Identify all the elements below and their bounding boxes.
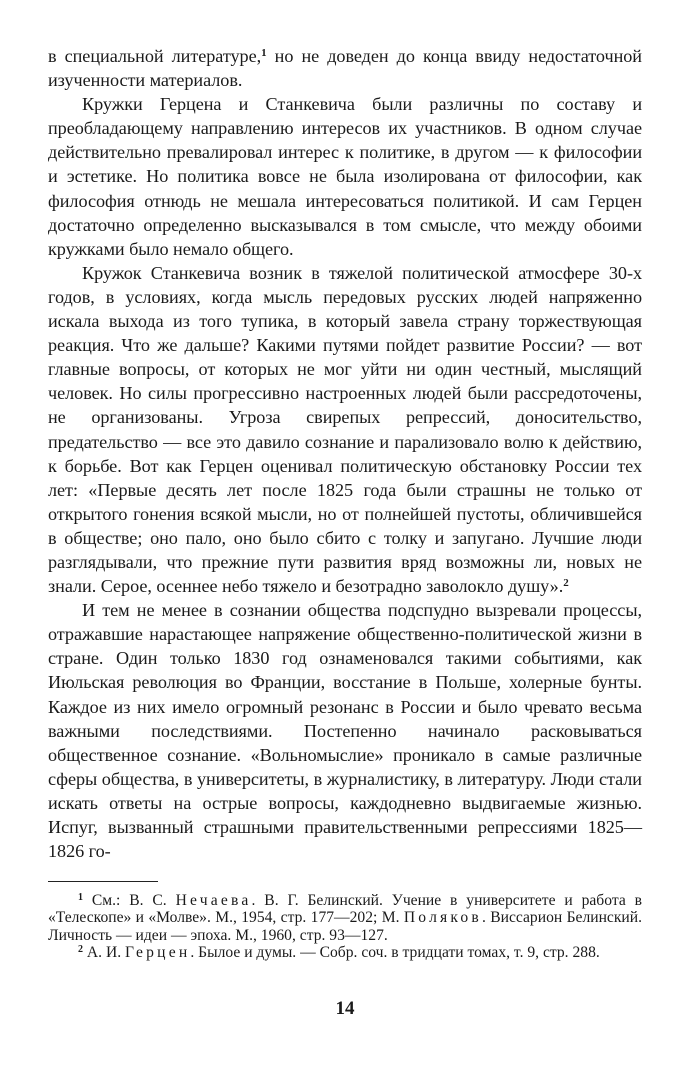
spaced-author-name: Нечаева [175, 892, 252, 910]
footnote-marker: 2 [563, 577, 569, 590]
main-text [48, 44, 642, 863]
footnote-divider [48, 881, 158, 882]
text-run: в специальной литературе, [48, 46, 262, 66]
text-run: См.: В. С. [83, 892, 176, 910]
page-body [48, 44, 642, 961]
text-run: Кружок Станкевича возник в тяжелой политической атмосфере 30-х годов, в условиях, когда мысль передовых русских людей напряженно искала выхода из того тупика, в который завела страну торжествующая реакция. Что же дальше? Какими путями пойдет развитие России? — вот главные вопросы, от которых не мог уйти ни один честный, мыслящий человек. Но силы прогрессивно настроенных людей были рассредоточены, не организованы. Угроза свирепых репрессий, доносительство, предательство — все это давило сознание и парализовало волю к действию, к борьбе. Вот как Герцен оценивал политическую обстановку России тех лет: «Первые десять лет после 1825 года были страшны не только от открытого гонения всякой мысли, но от полнейшей пустоты, обличившейся в обществе; оно пало, оно было сбито с толку и запугано. Лучшие люди разглядывали, что прежние пути развития вряд возможны ли, новых не знали. Серое, осеннее небо тяжело и безотрадно заволокло душу». [48, 262, 642, 597]
text-run: . Виссарион Белинский. Личность — идеи — эпоха. М., 1960, стр. 93—127. [48, 909, 642, 944]
footnote [48, 892, 642, 944]
footnotes [48, 892, 642, 961]
text-run: но не доведен до конца ввиду недостаточной изученности материалов. [48, 46, 642, 91]
paragraph [48, 44, 642, 92]
paragraph [48, 92, 642, 261]
paragraph [48, 261, 642, 598]
paragraph [48, 598, 642, 863]
footnote-marker: 2 [78, 943, 83, 955]
text-run: И тем не менее в сознании общества подспудно вызревали процессы, отражавшие нарастающее напряжение общественно-политической жизни в стране. Один только 1830 год ознаменовался такими событиями, как Июльская революция во Франции, восстание в Польше, холерные бунты. Каждое из них имело огромный резонанс в России и было чревато весьма важными последствиями. Постепенно начинало расковываться общественное сознание. «Вольномыслие» проникало в самые различные сферы общества, в университеты, в журналистику, в литературу. Люди стали искать ответы на острые вопросы, каждодневно выдвигаемые жизнью. Испуг, вызванный страшными правительственными репрессиями 1825—1826 го- [48, 600, 642, 862]
text-run: Кружки Герцена и Станкевича были различны по составу и преобладающему направлению интересов их участников. В одном случае действительно превалировал интерес к политике, в другом — к философии и эстетике. Но политика вовсе не была изолирована от философии, как философия отнюдь не мешала интересоваться политикой. И сам Герцен достаточно определенно высказывался в том смысле, что между обоими кружками было немало общего. [48, 94, 642, 259]
page-number: 14 [335, 998, 355, 1019]
text-run: . Былое и думы. — Собр. соч. в тридцати томах, т. 9, стр. 288. [190, 943, 600, 961]
spaced-author-name: Герцен [125, 943, 191, 961]
spaced-author-name: Поляков [403, 909, 482, 927]
footnote [48, 944, 642, 961]
footnote-marker: 1 [261, 47, 267, 59]
text-run: . В. Г. Белинский. Учение в университете и работа в «Телескопе» и «Молве». М., 1954, стр. 177—202; М. [48, 892, 642, 927]
footnote-marker: 1 [78, 892, 83, 904]
text-run: А. И. [83, 943, 126, 961]
